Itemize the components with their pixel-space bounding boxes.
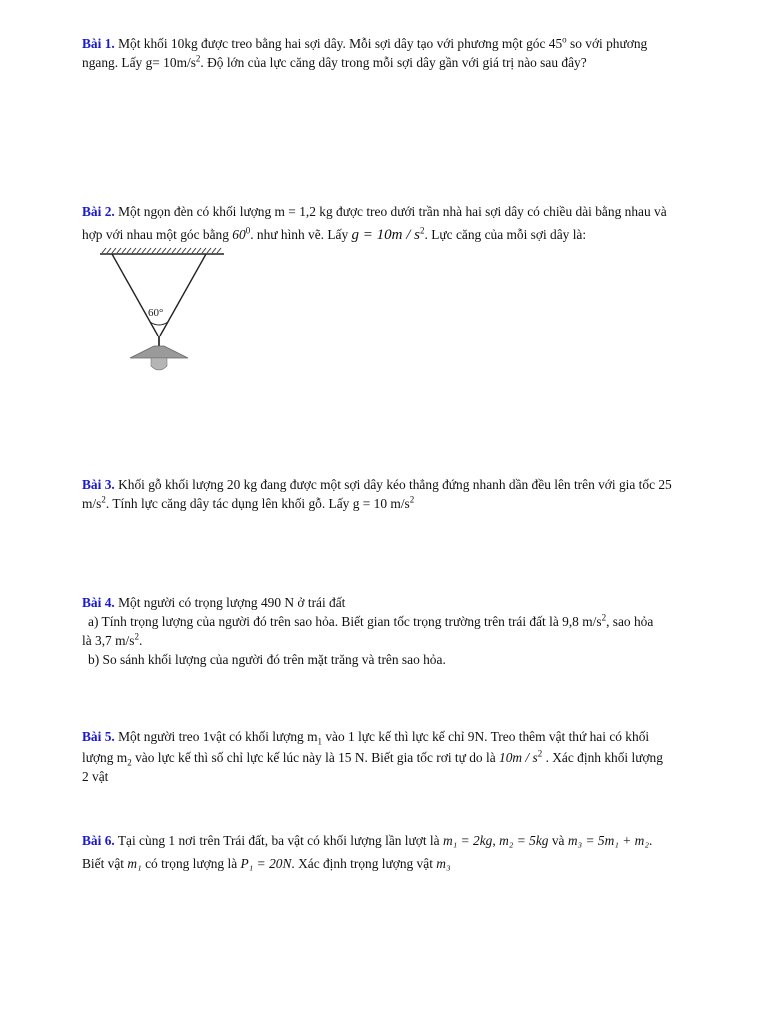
- hanging-lamp-figure: [96, 244, 232, 376]
- problem-text: vào 1 lực kế thì lực kế chỉ 9N. Treo thêm vật thứ hai có khối: [325, 729, 650, 744]
- problem-text: . như hình vẽ. Lấy: [250, 227, 349, 242]
- problem-text: Một người treo 1vật có khối lượng m: [118, 729, 318, 744]
- angle-label: 60°: [148, 307, 164, 319]
- problem-text: Một khối 10kg được treo bằng hai sợi dây. Mỗi sợi dây tạo với phương một góc 45: [118, 36, 563, 51]
- part-b-text: b) So sánh khối lượng của người đó trên mặt trăng và trên sao hỏa.: [88, 652, 446, 667]
- problem-text: Tại cùng 1 nơi trên Trái đất, ba vật có khối lượng lần lượt là: [117, 833, 440, 848]
- superscript: 2: [134, 631, 139, 642]
- problem-text: . Tính lực căng dây tác dụng lên khối gỗ. Lấy g = 10 m/s: [105, 496, 410, 511]
- problem-text: Một người có trọng lượng 490 N ở trái đất: [118, 595, 346, 610]
- mass-2-expression: m₂ = 5kg: [499, 833, 549, 848]
- problem-text: .: [138, 633, 143, 648]
- problem-1: [82, 34, 704, 72]
- mass-1-expression: m₁ = 2kg: [442, 833, 493, 848]
- degree-mark: o: [562, 34, 567, 45]
- problem-2: [82, 202, 704, 245]
- problem-number: Bài 6.: [82, 833, 115, 848]
- superscript: 2: [420, 225, 425, 236]
- problem-text: . Xác định trọng lượng vật: [291, 856, 433, 871]
- problem-4: [82, 593, 704, 669]
- superscript: 2: [101, 494, 106, 505]
- problem-6: [82, 831, 704, 873]
- superscript: 2: [601, 612, 607, 623]
- problem-5: [82, 727, 704, 786]
- problem-text: ngang. Lấy g= 10m/s: [82, 55, 196, 70]
- problem-text: , sao hỏa: [606, 614, 654, 629]
- problem-text: lượng m: [82, 750, 128, 765]
- separator: .: [649, 833, 653, 848]
- angle-value: 60: [232, 227, 246, 242]
- mass-3-symbol: m₃: [436, 856, 451, 871]
- problem-text: . Lực căng của mỗi sợi dây là:: [424, 227, 587, 242]
- gravity-expression: g = 10m / s: [351, 227, 421, 243]
- problem-text: 2 vật: [82, 769, 109, 784]
- mass-1-symbol: m₁: [127, 856, 142, 871]
- problem-number: Bài 2.: [82, 204, 115, 219]
- superscript: 2: [409, 494, 415, 505]
- mass-3-expression: m₃ = 5m₁ + m₂: [567, 833, 649, 848]
- subscript: 2: [127, 757, 132, 768]
- problem-number: Bài 3.: [82, 477, 115, 492]
- problem-text: vào lực kế thì số chỉ lực kế lúc này là 15 N. Biết gia tốc rơi tự do là: [135, 750, 496, 765]
- superscript: 2: [195, 53, 201, 64]
- weight-1-expression: P₁ = 20N: [240, 856, 292, 871]
- problem-text: Một ngọn đèn có khối lượng m = 1,2 kg được treo dưới trần nhà hai sợi dây có chiều dài bằng nhau và: [118, 204, 667, 219]
- problem-text: m/s: [82, 496, 102, 511]
- problem-3: [82, 475, 704, 513]
- problem-text: có trọng lượng là: [145, 856, 238, 871]
- problem-number: Bài 4.: [82, 595, 115, 610]
- degree-mark: 0: [245, 225, 251, 236]
- hanging-lamp-diagram: [96, 244, 232, 376]
- part-a-text: là 3,7 m/s: [82, 633, 135, 648]
- problem-text: . Xác định khối lượng: [545, 750, 663, 765]
- problem-text: Biết vật: [82, 856, 125, 871]
- conjunction: và: [551, 833, 565, 848]
- problem-number: Bài 1.: [82, 36, 115, 51]
- subscript: 1: [317, 736, 322, 747]
- part-a-text: a) Tính trọng lượng của người đó trên sao hỏa. Biết gian tốc trọng trường trên trái đất là 9,8 m/s: [88, 614, 602, 629]
- problem-text: . Độ lớn của lực căng dây trong mỗi sợi dây gần với giá trị nào sau đây?: [200, 55, 587, 70]
- gravity-expression: 10m / s: [499, 750, 538, 765]
- problem-text: hợp với nhau một góc bằng: [82, 227, 229, 242]
- problem-number: Bài 5.: [82, 729, 115, 744]
- superscript: 2: [537, 748, 543, 759]
- problem-text: Khối gỗ khối lượng 20 kg đang được một sợi dây kéo thẳng đứng nhanh dần đều lên trên với gia tốc 25: [118, 477, 672, 492]
- problem-text: so với phương: [570, 36, 648, 51]
- separator: ,: [492, 833, 496, 848]
